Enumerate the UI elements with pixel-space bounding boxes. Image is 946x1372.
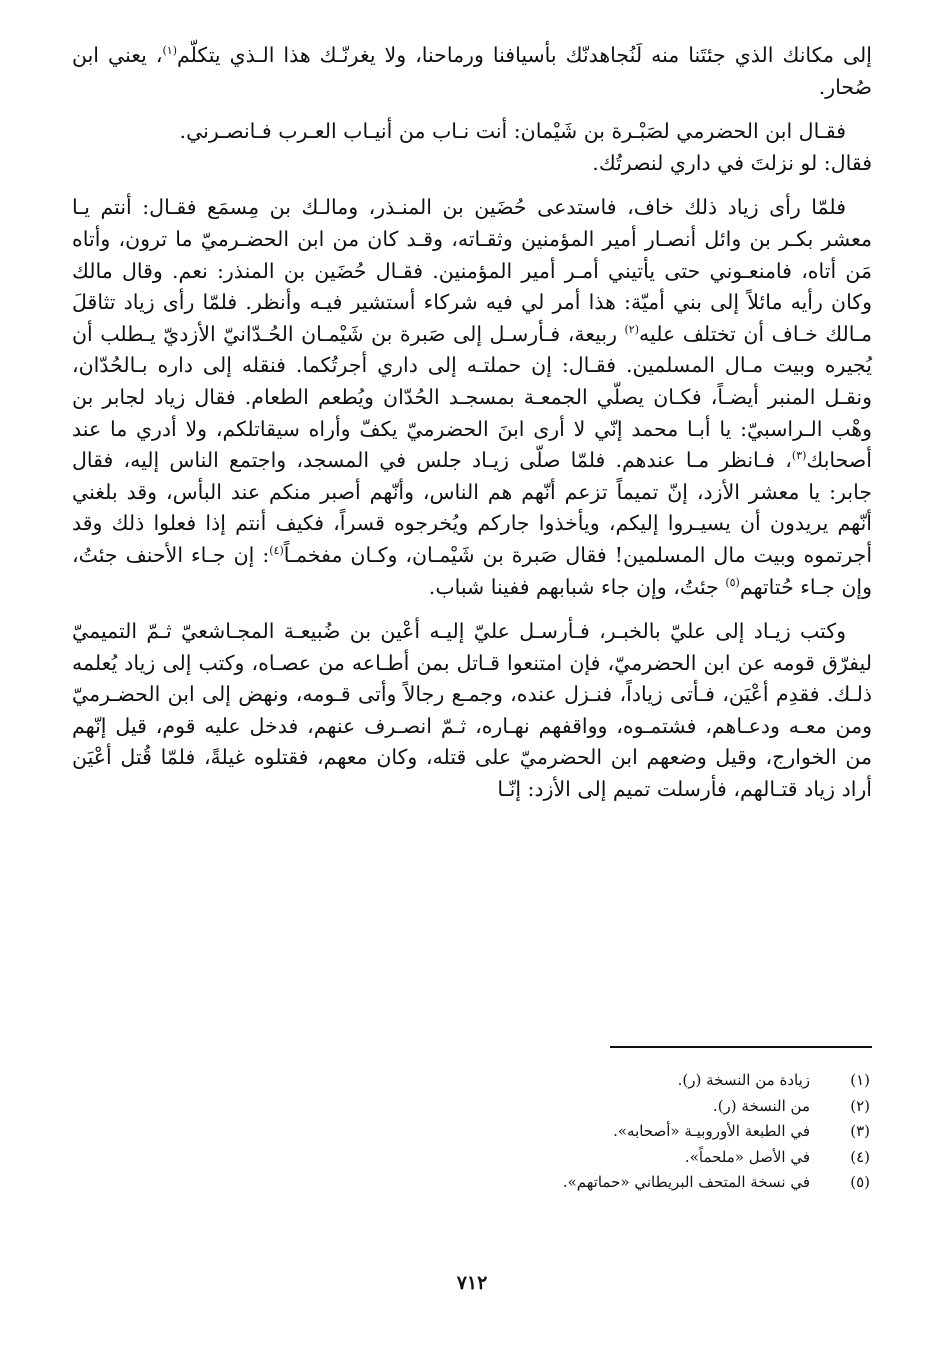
footnote-item (72, 1119, 872, 1145)
paragraph (72, 616, 872, 806)
paragraph-text: إلى مكانك الذي جئتَنا منه لَنُجاهدنّك بأسيافنا ورماحنا، ولا يغرنّـك هذا الـذي يتكلّم (177, 43, 872, 67)
paragraph-text: ، فـانظر مـا عندهم. فلمّا صلّى زيـاد جلس في المسجد، واجتمع الناس إليه، فقال جابر: يا معشر الأزد، إنّ تميماً تزعم أنّهم هم الناس، وأنّهم أصبر منكم عند البأس، وقد بلغني أنّهم يريدون أن يسيـروا إليكم، ويأخذوا جاركم ويُخرجوه قسراً، فكيف أنتم إذا فعلوا ذلك وقد أجرتموه وبيت مال المسلمين! فقال صَبرة بن شَيْمـان، وكـان مفخمـاً (72, 448, 873, 567)
paragraph-text: فقـال ابن الحضرمي لصَبْـرة بن شَيْمان: أنت نـاب من أنيـاب العـرب فـانصـرني. (179, 119, 846, 144)
paragraph-text: فقال: لو نزلتَ في داري لنصرتُك. (592, 150, 872, 175)
footnote-reference: (٤) (269, 544, 284, 558)
footnote-reference: (٣) (791, 449, 807, 463)
footnote-number: (٣) (850, 1122, 870, 1141)
footnote-item (72, 1145, 872, 1171)
paragraph (72, 148, 872, 180)
footnote-text: في الطبعة الأوروبيـة «أصحابه». (613, 1122, 810, 1141)
paragraph-text: جئتُ، وإن جاء شبابهم ففينا شباب. (428, 574, 726, 599)
footnotes (72, 1068, 872, 1196)
footnote-text: في نسخة المتحف البريطاني «حماتهم». (562, 1173, 810, 1192)
paragraph-text: فلمّا رأى زياد ذلك خاف، فاستدعى حُضَين بن المنـذر، ومالـك بن مِسمَع فقـال: أنتم يـا معشر بكـر بن وائل أنصـار أمير المؤمنين وثقـاته، وقـد كان من ابن الحضـرميّ ما ترون، وأتاه مَن أتاه، فامنعـوني حتى يأتيني أمـر أمير المؤمنين. فقـال حُضَين بن المنذر: نعم. وقال مالك وكان رأيه مائلاً إلى بني أميّة: هذا أمر لي فيه شركاء أستشير فيـه وأنظر. فلمّا رأى زياد تثاقلَ مـالك خـاف أن تختلف عليه (72, 195, 873, 346)
page-number: ٧١٢ (456, 1272, 488, 1294)
footnote-reference: (١) (162, 44, 177, 58)
footnote-number: (٥) (850, 1173, 870, 1192)
book-page (72, 40, 872, 1340)
paragraph (72, 116, 872, 148)
paragraph-text: ربيعة، فـأرسـل إلى صَبرة بن شَيْمـان الحُـدّانيّ الأزديّ يـطلب أن يُجيره وبيت مـال المسلمين. فقـال: إن حملتـه إلى داري أجرتُكما. فنقله إلى داره بـالحُدّان، ونقـل المنبر أيضـاً، فكـان يصلّي الجمعـة بمسجـد الحُدّان ويُطعم الطعام. فقال زياد لجابر بن وهْب الـراسبيّ: يا أبـا محمد إنّي لا أرى ابنَ الحضرميّ يكفّ وأراه سيقاتلكم، ولا أدري ما عند أصحابك (72, 321, 872, 473)
footnote-text: زيادة من النسخة (ر). (677, 1071, 810, 1089)
footnote-number: (٤) (850, 1147, 870, 1166)
paragraph (72, 40, 872, 103)
main-text (72, 40, 872, 806)
paragraph-text: : إن جـاء الأحنف جئتُ، وإن جـاء حُتاتهم (72, 542, 872, 599)
footnote-number: (٢) (850, 1096, 870, 1115)
footnote-item (72, 1170, 872, 1196)
footnote-divider (610, 1046, 872, 1048)
footnote-item (72, 1094, 872, 1120)
footnote-item (72, 1068, 872, 1094)
paragraph-text: وكتب زيـاد إلى عليّ بالخبـر، فـأرسـل عليّ إليـه أعْين بن ضُبيعـة المجـاشعيّ ثـمّ التميميّ ليفرّق قومه عن ابن الحضرميّ، فإن امتنعوا قـاتل بمن أطـاعه من عصـاه، وكتب إلى زياد يُعلمه ذلـك. فقدِم أعْيَن، فـأتى زياداً، فنـزل عنده، وجمـع رجالاً وأتى قـومه، ونهض إلى ابن الحضـرميّ ومن معـه ودعـاهم، فشتمـوه، وواقفهم نهـاره، ثـمّ انصـرف عنهم، فدخل عليه قوم، قيل إنّهم من الخوارج، وقيل وضعهم ابن الحضرميّ على قتله، وكان معهم، فقتلوه غيلةً، فلمّا قُتل أعْيَن أراد زياد قتـالهم، فأرسلت تميم إلى الأزد: إنّـا (72, 619, 872, 802)
footnote-text: في الأصل «ملحماً». (684, 1147, 810, 1166)
footnote-number: (١) (850, 1071, 870, 1089)
paragraph (72, 192, 872, 603)
paragraph-text: ، يعني ابن صُحار. (72, 43, 872, 99)
footnote-reference: (٥) (725, 575, 740, 589)
footnote-text: من النسخة (ر). (712, 1096, 810, 1115)
footnote-reference: (٢) (624, 322, 640, 336)
